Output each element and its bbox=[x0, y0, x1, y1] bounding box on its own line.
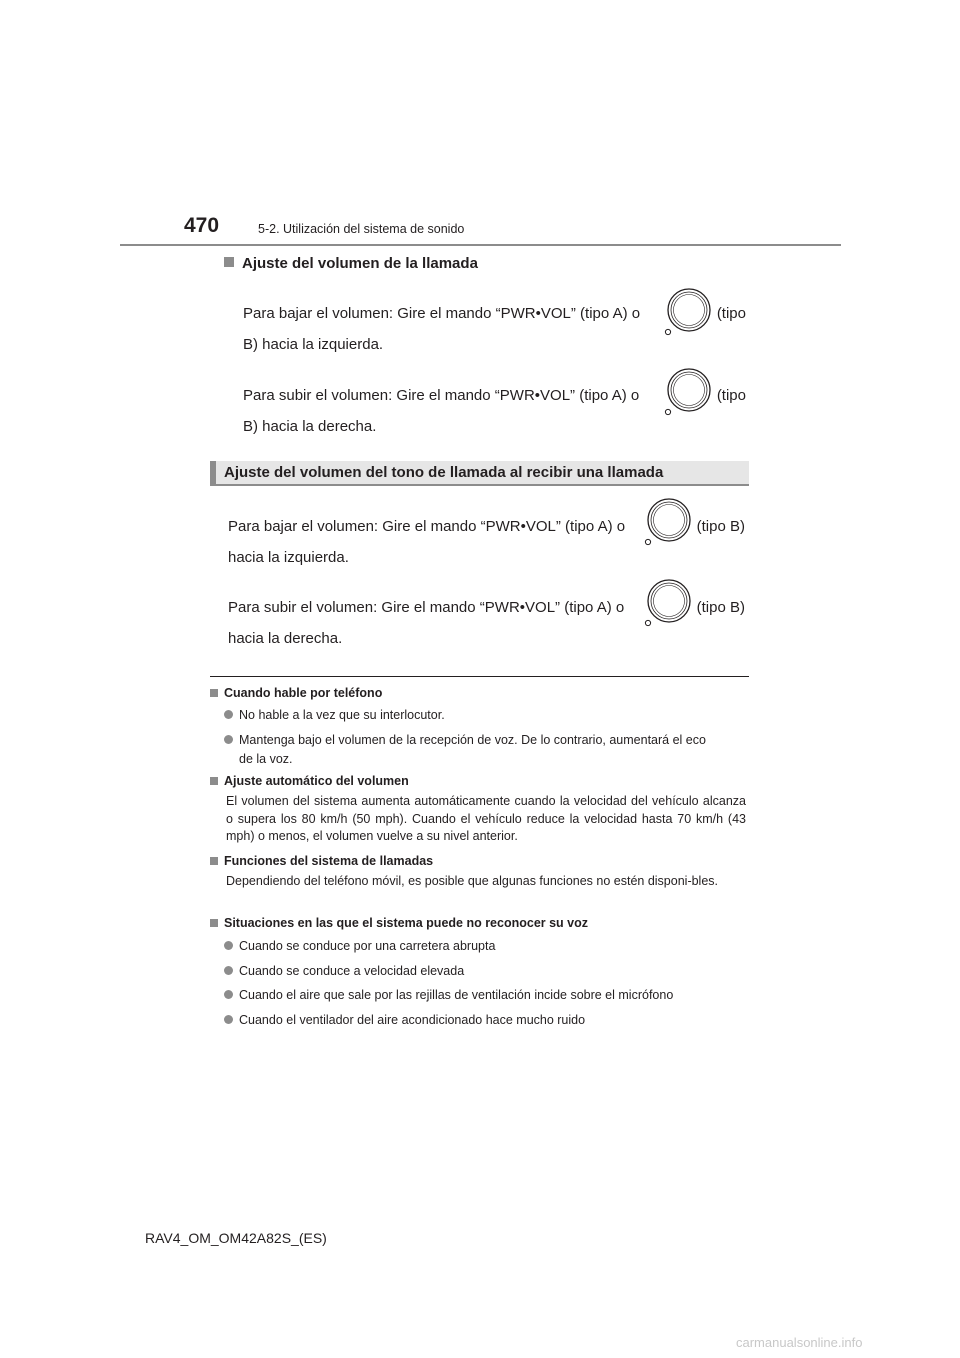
ringtone-down-cont: hacia la izquierda. bbox=[228, 549, 349, 566]
page-number: 470 bbox=[184, 214, 220, 237]
note-heading-auto-volume: Ajuste automático del volumen bbox=[210, 774, 409, 788]
square-bullet-icon bbox=[224, 257, 234, 267]
section-title: 5-2. Utilización del sistema de sonido bbox=[258, 222, 465, 236]
subheading-call-volume: Ajuste del volumen de la llamada bbox=[224, 255, 478, 272]
volume-knob-icon bbox=[663, 287, 711, 337]
note-heading-voice: Situaciones en las que el sistema puede no reconocer su voz bbox=[210, 916, 588, 930]
note-text-auto-volume: El volumen del sistema aumenta automáticamente cuando la velocidad del vehículo alcanza o supera los 80 km/h (50 mph). Cuando el vehículo reduce la velocidad hasta 70 km/h (43 mph) o menos, el volumen vuelve a su nivel anterior. bbox=[226, 794, 746, 843]
bullet-dot-icon bbox=[224, 990, 233, 999]
square-bullet-icon bbox=[210, 919, 218, 927]
bullet-dot-icon bbox=[224, 710, 233, 719]
note-heading-phone: Cuando hable por teléfono bbox=[210, 686, 382, 700]
section-header-ringtone bbox=[210, 461, 749, 486]
list-item: Cuando se conduce a velocidad elevada bbox=[224, 962, 750, 981]
bullet-dot-icon bbox=[224, 966, 233, 975]
volume-knob-icon bbox=[643, 578, 691, 628]
call-volume-up-cont: B) hacia la derecha. bbox=[243, 418, 377, 435]
note-heading-functions: Funciones del sistema de llamadas bbox=[210, 854, 433, 868]
ringtone-down-line: Para bajar el volumen: Gire el mando “PWR•VOL” (tipo A) o (tipo B) bbox=[228, 518, 745, 535]
ringtone-up-cont: hacia la derecha. bbox=[228, 630, 343, 647]
volume-knob-icon bbox=[643, 497, 691, 547]
list-item: Cuando se conduce por una carretera abrupta bbox=[224, 937, 750, 956]
square-bullet-icon bbox=[210, 857, 218, 865]
call-volume-down-line: Para bajar el volumen: Gire el mando “PWR•VOL” (tipo A) o (tipo bbox=[243, 305, 746, 322]
bullet-dot-icon bbox=[224, 1015, 233, 1024]
call-volume-down-cont: B) hacia la izquierda. bbox=[243, 336, 384, 353]
notes-divider bbox=[210, 676, 749, 677]
list-item: Cuando el ventilador del aire acondicionado hace mucho ruido bbox=[224, 1011, 750, 1030]
square-bullet-icon bbox=[210, 689, 218, 697]
list-item: Mantenga bajo el volumen de la recepción de voz. De lo contrario, aumentará el eco de la voz. bbox=[224, 731, 750, 769]
header-divider bbox=[120, 244, 841, 246]
ringtone-up-line: Para subir el volumen: Gire el mando “PWR•VOL” (tipo A) o (tipo B) bbox=[228, 599, 745, 616]
section-header-label: Ajuste del volumen del tono de llamada al recibir una llamada bbox=[224, 464, 664, 481]
call-volume-up-line: Para subir el volumen: Gire el mando “PWR•VOL” (tipo A) o (tipo bbox=[243, 387, 746, 404]
document-code: RAV4_OM_OM42A82S_(ES) bbox=[145, 1230, 327, 1246]
volume-knob-icon bbox=[663, 367, 711, 417]
square-bullet-icon bbox=[210, 777, 218, 785]
bullet-dot-icon bbox=[224, 735, 233, 744]
watermark: carmanualsonline.info bbox=[736, 1335, 863, 1350]
list-item: No hable a la vez que su interlocutor. bbox=[224, 706, 750, 725]
list-item: Cuando el aire que sale por las rejillas de ventilación incide sobre el micrófono bbox=[224, 986, 750, 1005]
note-text-functions: Dependiendo del teléfono móvil, es posible que algunas funciones no estén disponi-bles. bbox=[226, 874, 719, 888]
bullet-dot-icon bbox=[224, 941, 233, 950]
